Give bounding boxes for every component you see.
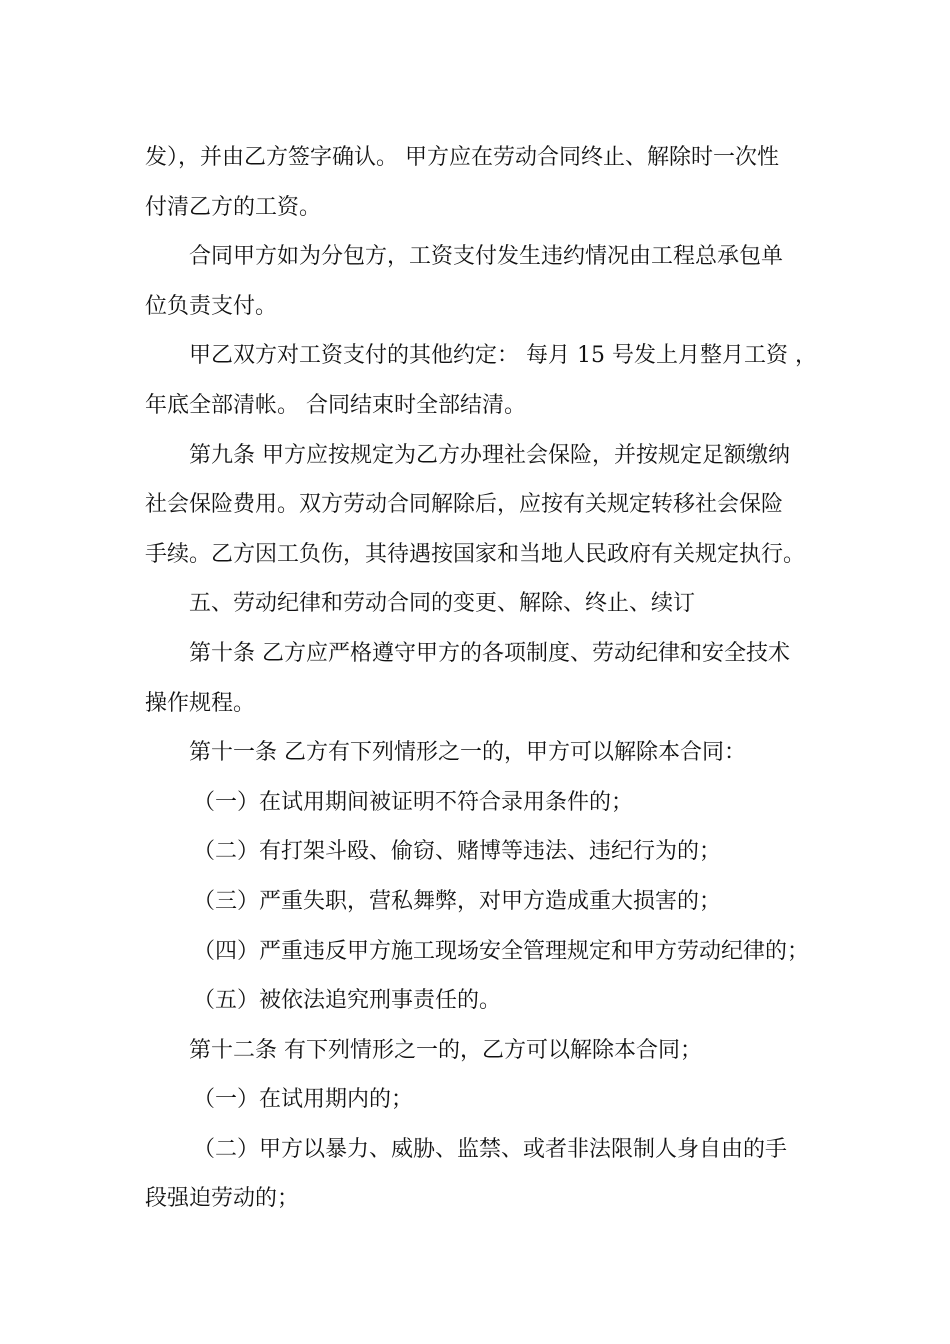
list-item: （四）严重违反甲方施工现场安全管理规定和甲方劳动纪律的； <box>193 938 810 964</box>
text-line: 社会保险费用。双方劳动合同解除后，应按有关规定转移社会保险 <box>145 492 784 518</box>
document-body <box>145 133 815 1224</box>
text-line: 位负责支付。 <box>145 293 278 319</box>
text-line: 年底全部清帐。 合同结束时全部结清。 <box>145 392 526 418</box>
article-12-heading: 第十二条 有下列情形之一的，乙方可以解除本合同； <box>189 1037 702 1063</box>
article-9-heading: 第九条 甲方应按规定为乙方办理社会保险，并按规定足额缴纳 <box>189 442 790 468</box>
paragraph-start: 甲乙双方对工资支付的其他约定： 每月 15 号发上月整月工资 ， <box>189 343 817 369</box>
text-line: 操作规程。 <box>145 690 256 716</box>
article-11-heading: 第十一条 乙方有下列情形之一的，甲方可以解除本合同： <box>189 740 746 766</box>
section-heading: 五、劳动纪律和劳动合同的变更、解除、终止、续订 <box>189 591 696 617</box>
paragraph-start: 合同甲方如为分包方，工资支付发生违约情况由工程总承包单 <box>189 244 784 270</box>
article-10-heading: 第十条 乙方应严格遵守甲方的各项制度、劳动纪律和安全技术 <box>189 640 790 666</box>
text-line: 付清乙方的工资。 <box>145 194 322 220</box>
list-item: （二）甲方以暴力、威胁、监禁、或者非法限制人身自由的手 <box>193 1136 788 1162</box>
list-item: （二）有打架斗殴、偷窃、赌博等违法、违纪行为的； <box>193 839 722 865</box>
list-item: （五）被依法追究刑事责任的。 <box>193 988 502 1014</box>
text-line: 段强迫劳动的； <box>145 1186 300 1212</box>
text-line: 手续。乙方因工负伤，其待遇按国家和当地人民政府有关规定执行。 <box>145 541 806 567</box>
list-item: （一）在试用期间被证明不符合录用条件的； <box>193 789 634 815</box>
list-item: （三）严重失职，营私舞弊，对甲方造成重大损害的； <box>193 888 722 914</box>
text-line: 发），并由乙方签字确认。 甲方应在劳动合同终止、解除时一次性 <box>145 145 779 170</box>
list-item: （一）在试用期内的； <box>193 1087 414 1113</box>
